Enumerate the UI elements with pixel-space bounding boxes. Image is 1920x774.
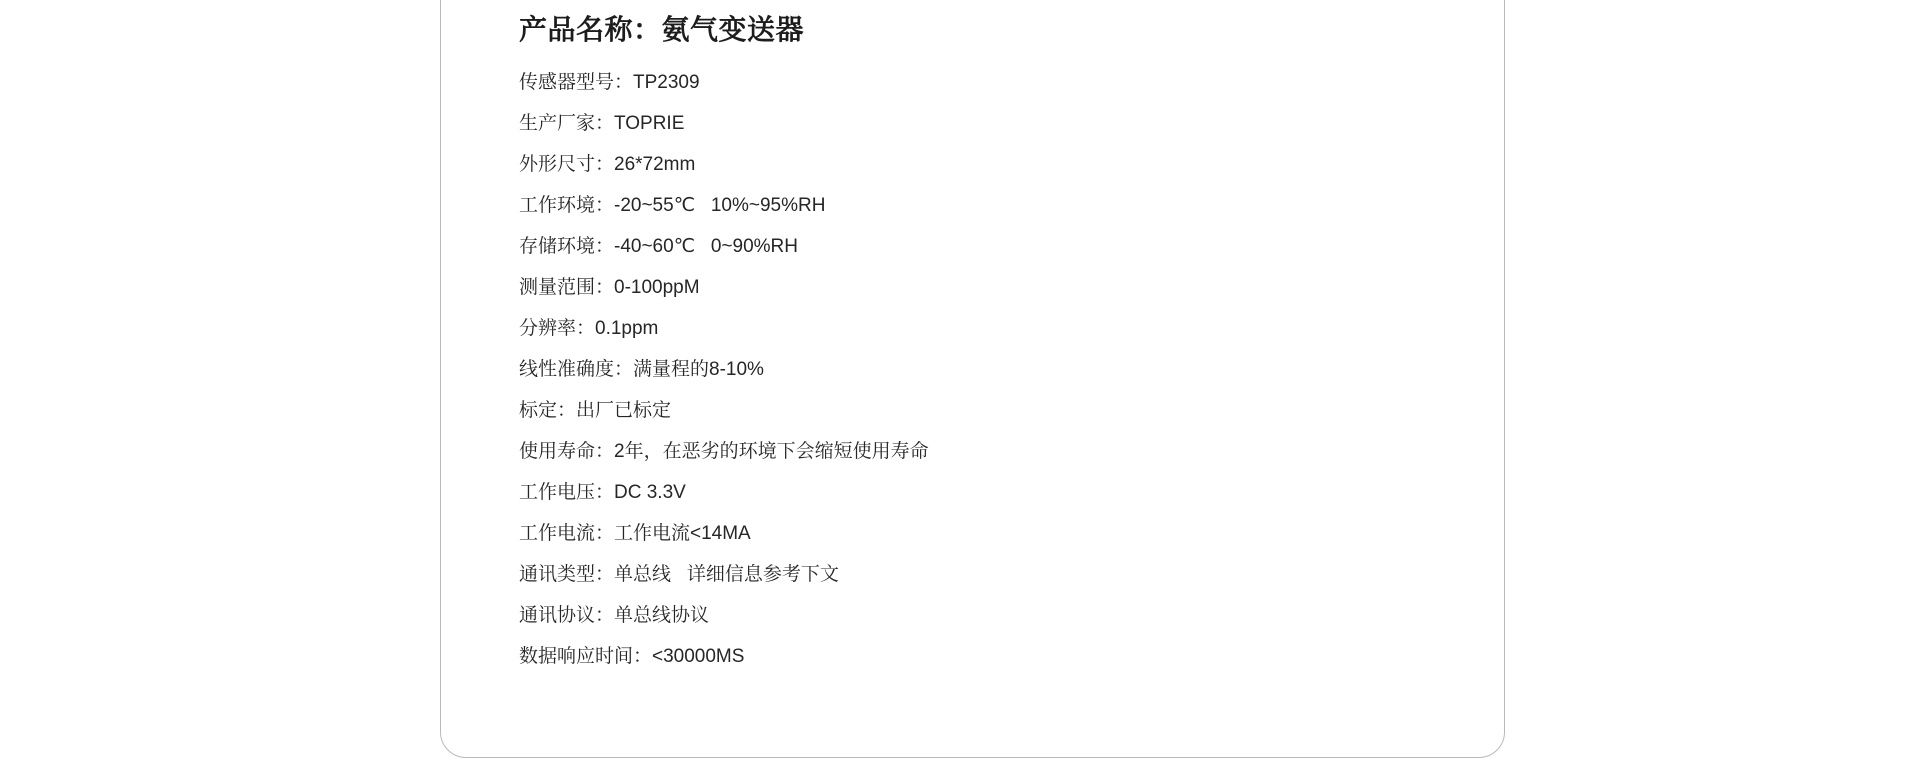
list-item: 传感器型号：TP2309: [519, 71, 700, 93]
page-title: 产品名称：氨气变送器: [519, 14, 805, 45]
list-item: 工作电流：工作电流<14MA: [519, 522, 751, 544]
product-spec-card: [440, 0, 1505, 758]
list-item: 外形尺寸：26*72mm: [519, 153, 696, 175]
list-item: 测量范围：0-100ppM: [519, 276, 700, 298]
list-item: 存储环境：-40~60℃ 0~90%RH: [519, 235, 798, 257]
list-item: 使用寿命：2年，在恶劣的环境下会缩短使用寿命: [519, 440, 929, 462]
specification-list: [519, 73, 1464, 666]
list-item: 数据响应时间：<30000MS: [519, 645, 745, 667]
list-item: 生产厂家：TOPRIE: [519, 112, 685, 134]
spec-card-content: [519, 13, 1464, 666]
list-item: 工作电压：DC 3.3V: [519, 481, 686, 503]
list-item: 分辨率：0.1ppm: [519, 317, 659, 339]
list-item: 通讯类型：单总线 详细信息参考下文: [519, 563, 839, 585]
list-item: 工作环境：-20~55℃ 10%~95%RH: [519, 194, 826, 216]
list-item: 线性准确度：满量程的8-10%: [519, 358, 764, 380]
list-item: 通讯协议：单总线协议: [519, 604, 710, 626]
list-item: 标定：出厂已标定: [519, 399, 672, 421]
